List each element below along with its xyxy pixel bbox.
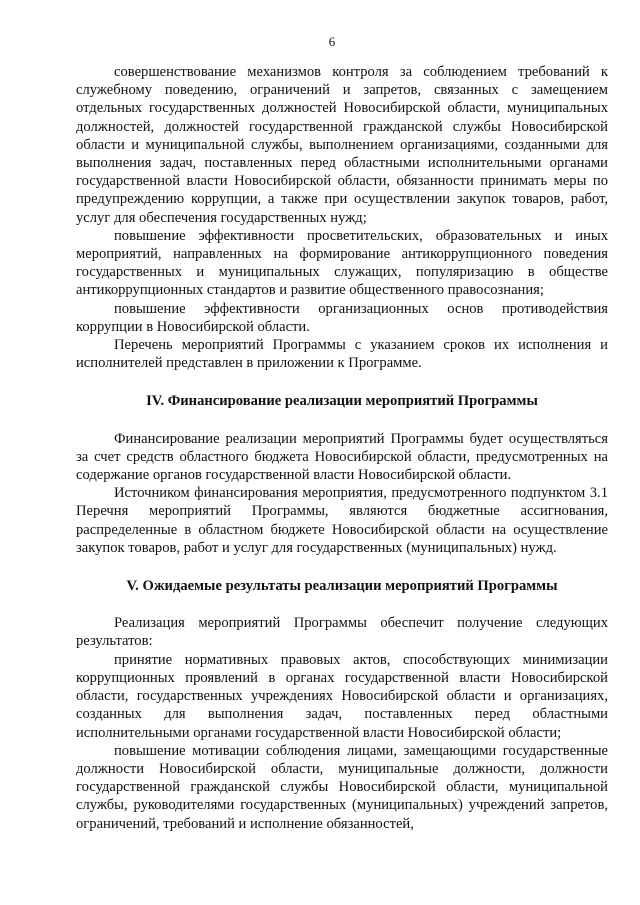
paragraph: совершенствование механизмов контроля за соблюдением требований к служебному поведению, ограничений и запретов, связанных с замещением отдельных государственных должностей Новосибирской области, муниципальных должностей, должностей государственной гражданской службы Новосибирской области и муниципальной службы, выполнением организациями, созданными для выполнения задач, поставленных перед областными исполнительными органами государственной власти Новосибирской области, обязанности принимать меры по предупреждению коррупции, а также при осуществлении закупок товаров, работ, услуг для обеспечения государственных нужд; [76,64,608,226]
paragraph: повышение эффективности просветительских, образовательных и иных мероприятий, направленных на формирование антикоррупционного поведения государственных и муниципальных служащих, популяризацию в обществе антикоррупционных стандартов и развитие общественного правосознания; [76,227,608,299]
paragraph: Реализация мероприятий Программы обеспечит получение следующих результатов: [76,615,608,650]
paragraph: принятие нормативных правовых актов, способствующих минимизации коррупционных проявлений в органах государственной власти Новосибирской области, государственных учреждениях Новосибирской области и организациях, созданных для выполнения задач, поставленных перед областными исполнительными органами государственной власти Новосибирской области; [76,651,608,741]
paragraph: Финансирование реализации мероприятий Программы будет осуществляться за счет средств областного бюджета Новосибирской области, предусмотренных на содержание органов государственной власти Новосибирской области. [76,430,608,484]
paragraph: повышение эффективности организационных основ противодействия коррупции в Новосибирской области. [76,300,608,335]
paragraph: повышение мотивации соблюдения лицами, замещающими государственные должности Новосибирской области, муниципальные должности, должности государственной гражданской службы Новосибирской области, муниципальной службы, руководителями государственных (муниципальных) учреждений запретов, ограничений, требований и исполнение обязанностей, [76,742,608,832]
section-heading-v: V. Ожидаемые результаты реализации мероприятий Программы [126,578,558,595]
section-heading-iv: IV. Финансирование реализации мероприятий Программы [146,393,538,410]
section-v-body [76,614,608,832]
paragraph: Перечень мероприятий Программы с указанием сроков их исполнения и исполнителей представлен в приложении к Программе. [76,337,608,372]
section-intro-body [76,63,608,372]
paragraph: Источником финансирования мероприятия, предусмотренного подпунктом 3.1 Перечня мероприятий Программы, являются бюджетные ассигнования, распределенные в областном бюджете Новосибирской области на осуществление закупок товаров, работ и услуг для государственных (муниципальных) нужд. [76,485,608,556]
section-iv-body [76,430,608,557]
page-number: 6 [328,34,336,49]
